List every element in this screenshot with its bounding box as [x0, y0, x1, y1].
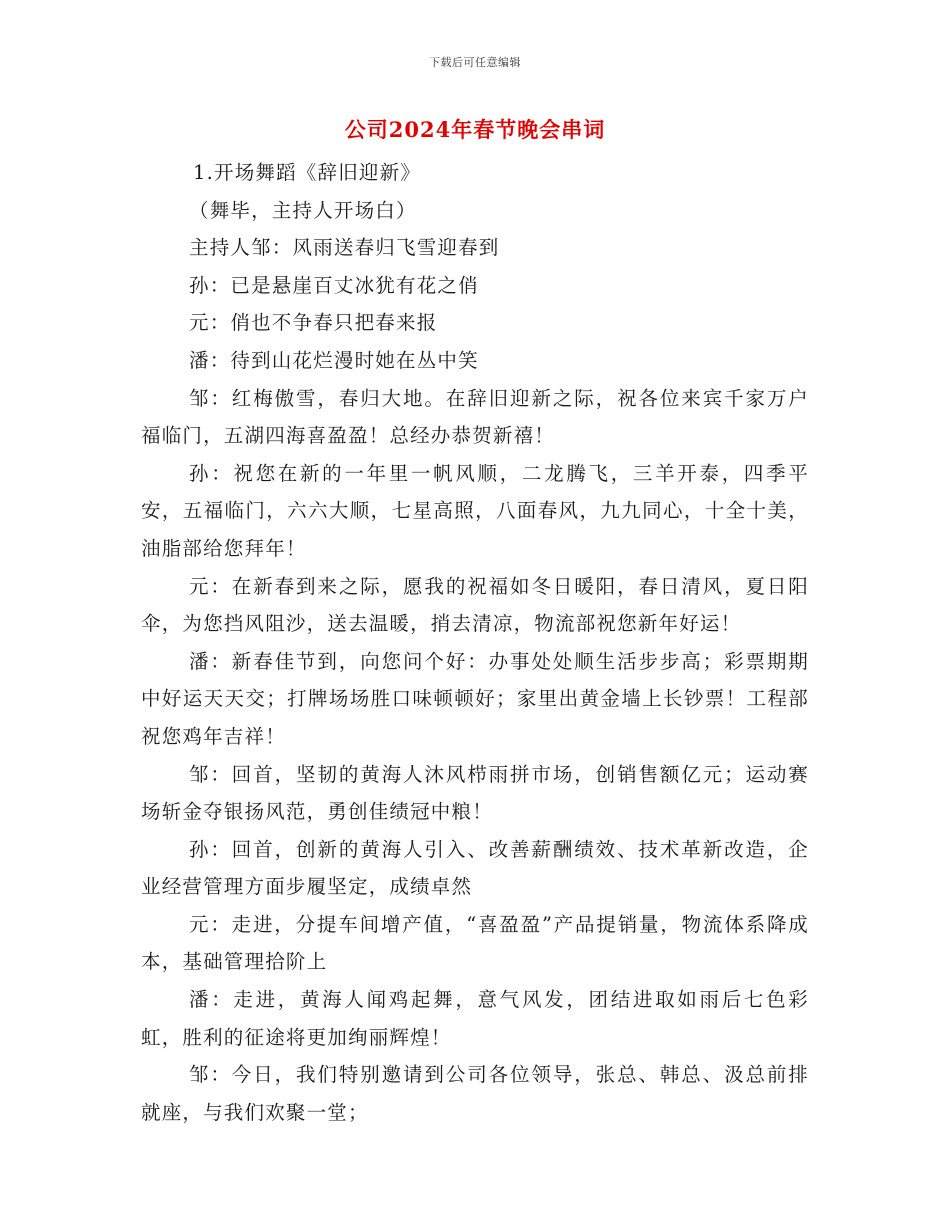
paragraph: 元：在新春到来之际，愿我的祝福如冬日暖阳，春日清风，夏日阳伞，为您挡风阻沙，送去温暖，捎去清凉，物流部祝您新年好运！: [141, 574, 809, 636]
paragraph: 潘：待到山花烂漫时她在丛中笑: [189, 348, 479, 372]
paragraph: 孙：已是悬崖百丈冰犹有花之俏: [189, 273, 479, 297]
paragraph: 主持人邹：风雨送春归飞雪迎春到: [189, 236, 500, 260]
paragraph: 邹：回首，坚韧的黄海人沐风栉雨拼市场，创销售额亿元；运动赛场斩金夺银扬风范，勇创佳绩冠中粮！: [141, 762, 809, 824]
paragraph: 元：俏也不争春只把春来报: [189, 311, 438, 335]
document-body: [141, 154, 809, 1131]
page-title: 公司2024年春节晚会串词: [344, 117, 606, 142]
paragraph: 孙：回首，创新的黄海人引入、改善薪酬绩效、技术革新改造，企业经营管理方面步履坚定，成绩卓然: [141, 837, 809, 899]
paragraph: 孙：祝您在新的一年里一帆风顺，二龙腾飞，三羊开泰，四季平安，五福临门，六六大顺，七星高照，八面春风，九九同心，十全十美，油脂部给您拜年！: [141, 461, 809, 560]
paragraph: 邹：今日，我们特别邀请到公司各位领导，张总、韩总、汲总前排就座，与我们欢聚一堂；: [141, 1063, 809, 1124]
paragraph: 潘：新春佳节到，向您问个好：办事处处顺生活步步高；彩票期期中好运天天交；打牌场场胜口味顿顿好；家里出黄金墙上长钞票！工程部祝您鸡年吉祥！: [141, 649, 809, 748]
paragraph: 邹：红梅傲雪，春归大地。在辞旧迎新之际，祝各位来宾千家万户福临门，五湖四海喜盈盈！总经办恭贺新禧！: [141, 386, 809, 448]
paragraph: 元：走进，分提车间增产值，“喜盈盈”产品提销量，物流体系降成本，基础管理拾阶上: [141, 912, 809, 974]
paragraph: （舞毕，主持人开场白）: [189, 198, 417, 222]
header-note: 下载后可任意编辑: [429, 56, 521, 69]
paragraph: 1.开场舞蹈《辞旧迎新》: [193, 161, 422, 184]
paragraph: 潘：走进，黄海人闻鸡起舞，意气风发，团结进取如雨后七色彩虹，胜利的征途将更加绚丽辉煌！: [141, 988, 809, 1049]
